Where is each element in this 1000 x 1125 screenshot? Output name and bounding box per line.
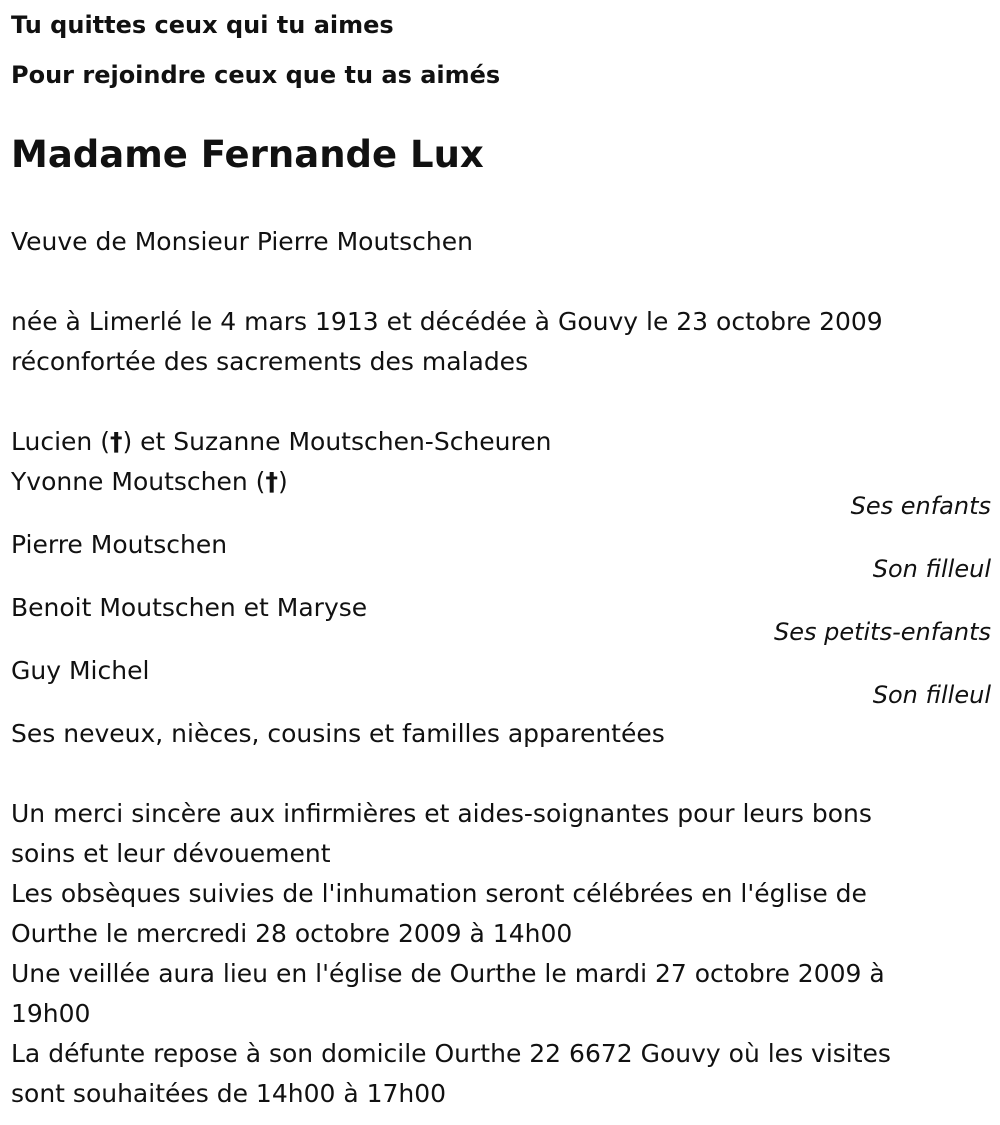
thanks-line-1: Un merci sincère aux infirmières et aides-soignantes pour leurs bons (11, 799, 872, 828)
godson-2-role: Son filleul (872, 681, 991, 709)
godson-2-name: Guy Michel (11, 656, 150, 685)
poem-line-2: Pour rejoindre ceux que tu as aimés (11, 61, 501, 89)
children-role: Ses enfants (850, 492, 991, 520)
vigil-line-1: Une veillée aura lieu en l'église de Ourthe le mardi 27 octobre 2009 à (11, 959, 885, 988)
vigil-line-2: 19h00 (11, 999, 91, 1028)
visits-line-1: La défunte repose à son domicile Ourthe 22 6672 Gouvy où les visites (11, 1039, 891, 1068)
children-line-1-part-b: ) et Suzanne Moutschen-Scheuren (122, 427, 552, 456)
grandchildren-role: Ses petits-enfants (773, 618, 991, 646)
poem-line-1: Tu quittes ceux qui tu aimes (11, 11, 394, 39)
birth-death-text: née à Limerlé le 4 mars 1913 et décédée à Gouvy le 23 octobre 2009 (11, 307, 883, 336)
children-line-2-part-b: ) (277, 467, 288, 496)
children-line-1 (11, 422, 551, 462)
widow-of-text: Veuve de Monsieur Pierre Moutschen (11, 227, 473, 256)
deceased-name: Madame Fernande Lux (11, 133, 484, 176)
children-line-1-part-a: Lucien ( (11, 427, 110, 456)
children-line-2-part-a: Yvonne Moutschen ( (11, 467, 266, 496)
visits-line-2: sont souhaitées de 14h00 à 17h00 (11, 1079, 447, 1108)
godson-1-role: Son filleul (872, 555, 991, 583)
relatives-text: Ses neveux, nièces, cousins et familles apparentées (11, 719, 665, 748)
thanks-line-2: soins et leur dévouement (11, 839, 331, 868)
cross-icon: † (109, 427, 123, 456)
sacraments-text: réconfortée des sacrements des malades (11, 347, 529, 376)
children-line-2 (11, 462, 288, 502)
funeral-line-1: Les obsèques suivies de l'inhumation seront célébrées en l'église de (11, 879, 867, 908)
cross-icon: † (265, 467, 278, 496)
godson-1-name: Pierre Moutschen (11, 530, 228, 559)
grandchildren-name: Benoit Moutschen et Maryse (11, 593, 368, 622)
funeral-line-2: Ourthe le mercredi 28 octobre 2009 à 14h00 (11, 919, 573, 948)
